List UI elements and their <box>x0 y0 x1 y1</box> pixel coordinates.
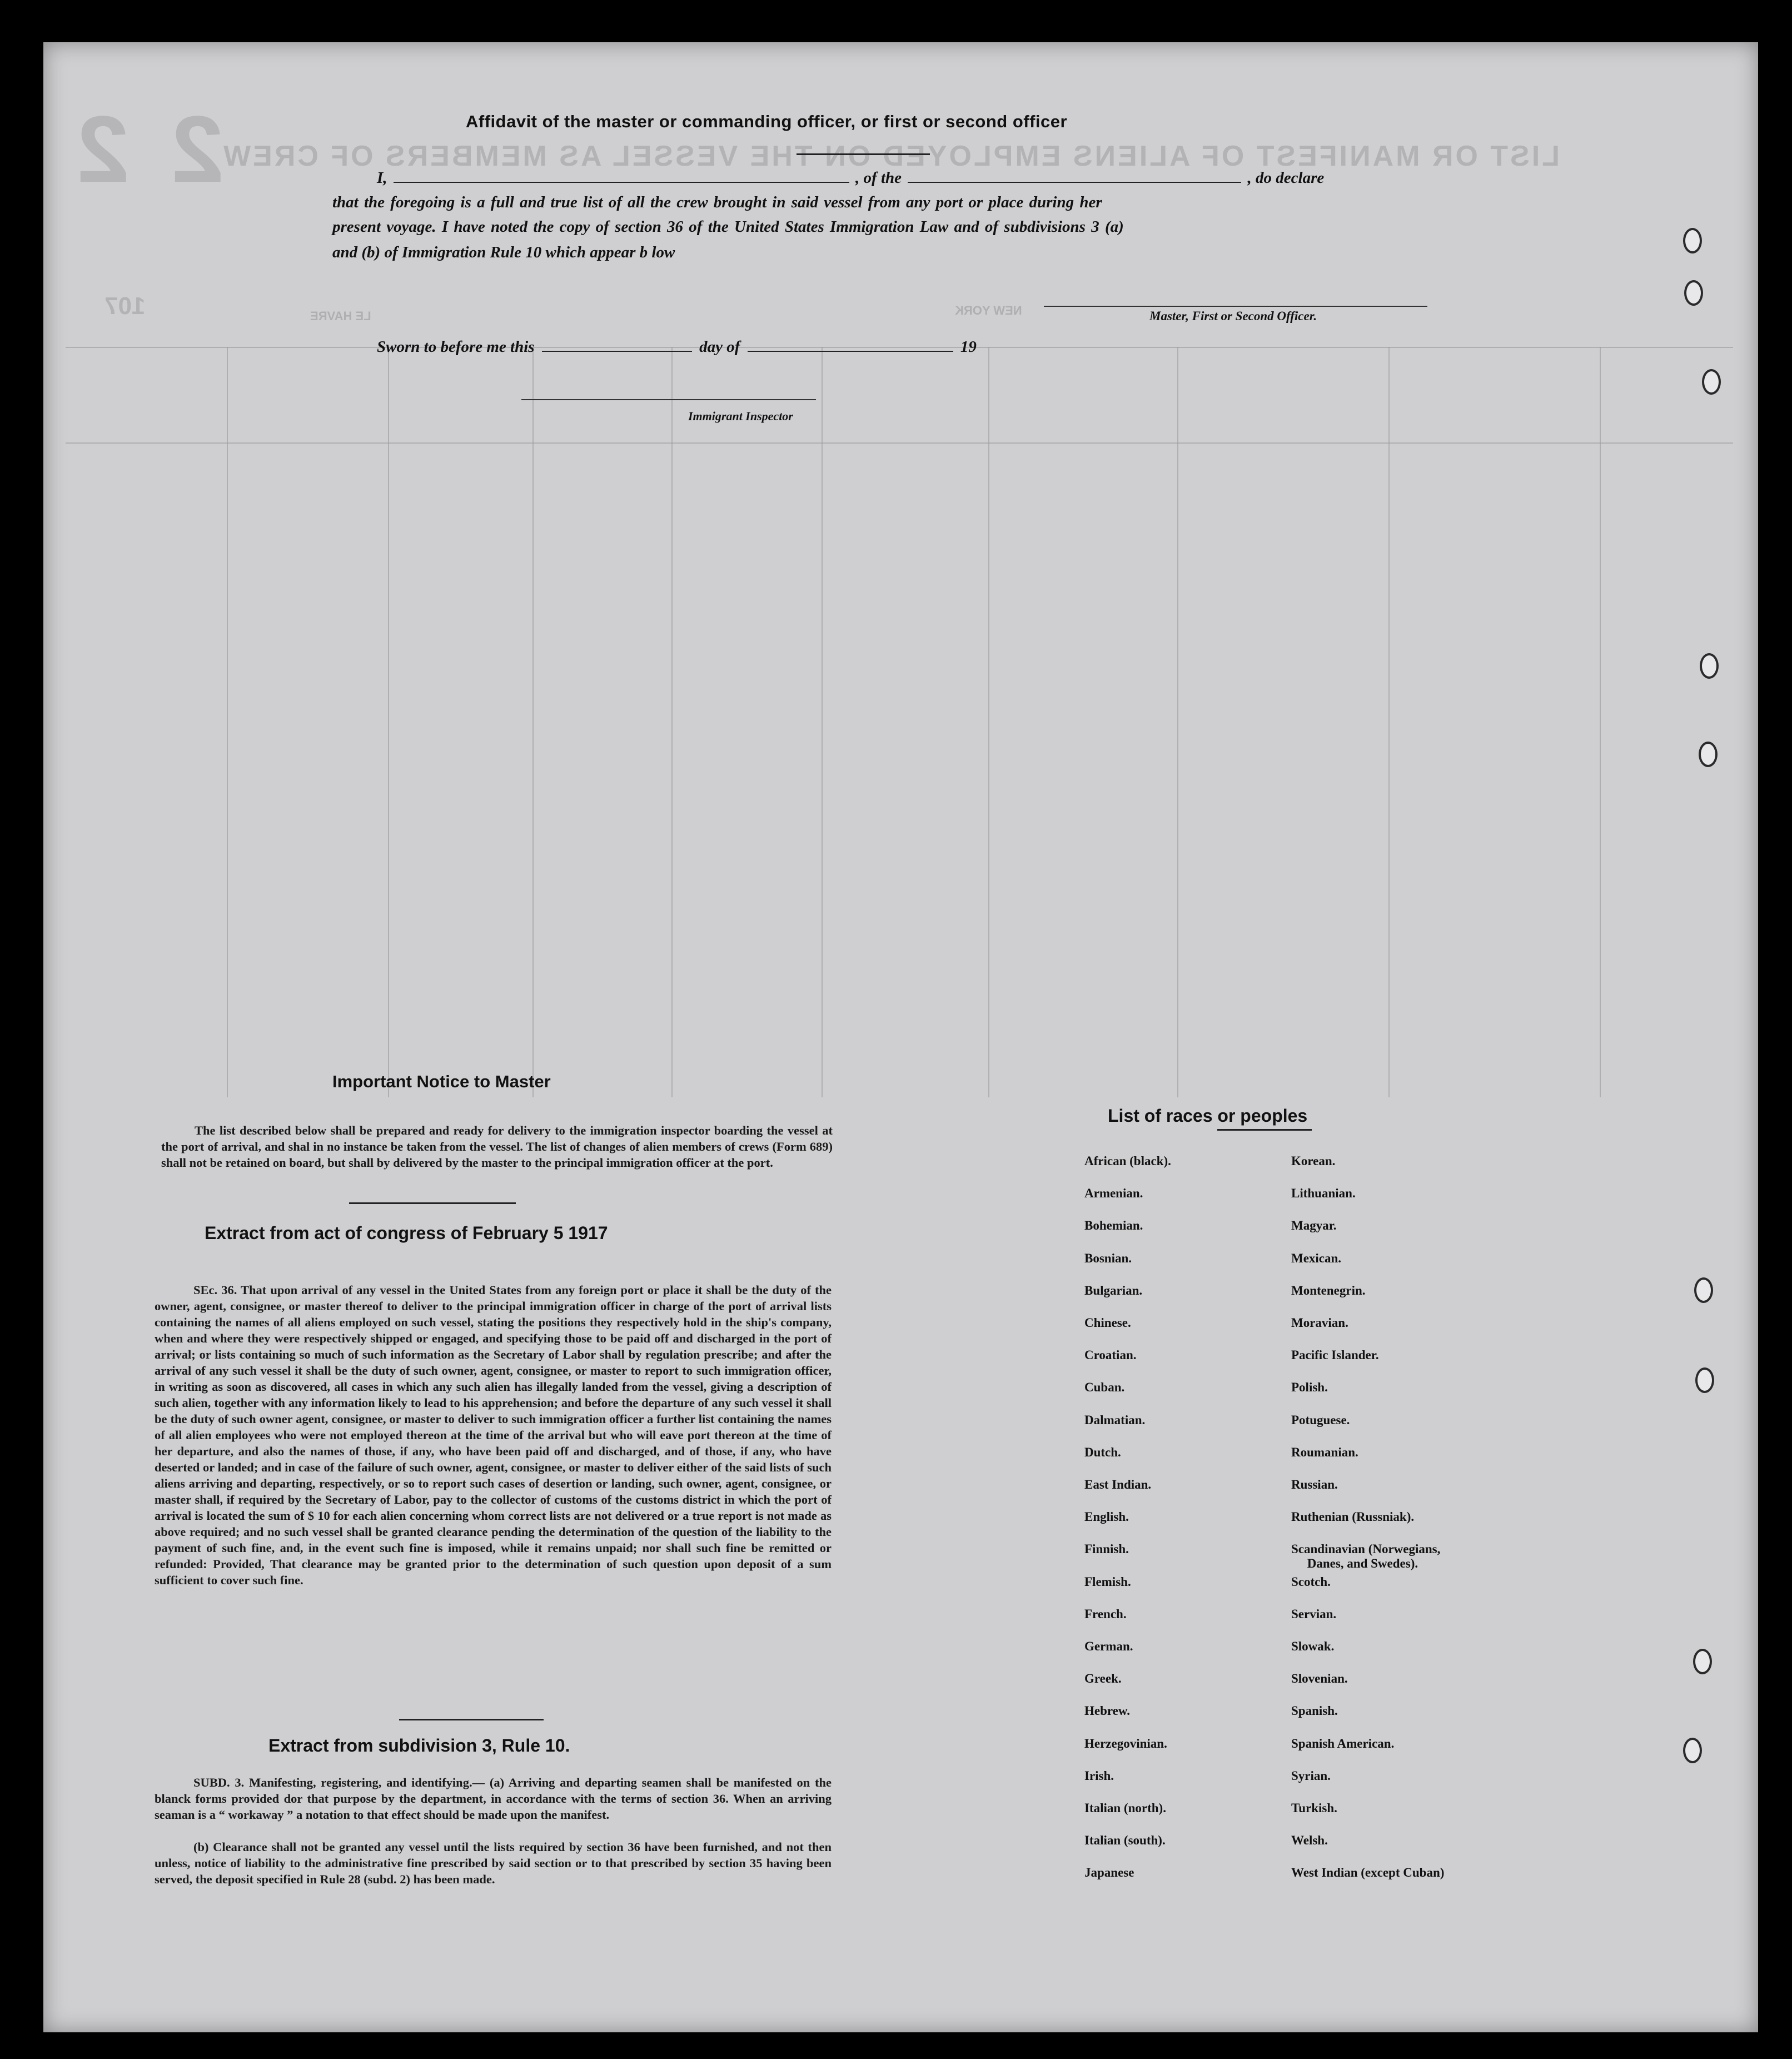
race-item: Mexican. <box>1291 1251 1342 1265</box>
manifest-page <box>43 42 1758 2032</box>
race-item: Irish. <box>1084 1768 1114 1783</box>
race-item: Turkish. <box>1291 1801 1337 1815</box>
race-item: Bulgarian. <box>1084 1283 1143 1297</box>
binder-hole <box>1699 742 1718 767</box>
race-item: Syrian. <box>1291 1768 1331 1783</box>
race-item: Dalmatian. <box>1084 1413 1146 1427</box>
race-item: East Indian. <box>1084 1478 1152 1491</box>
affidavit-title-rule <box>797 153 930 155</box>
race-item: Montenegrin. <box>1291 1283 1366 1297</box>
ghost-grid-line <box>227 347 228 1097</box>
sworn-day-blank <box>542 351 692 352</box>
extract-act-rule <box>399 1719 544 1720</box>
ghost-grid-line <box>532 347 534 1097</box>
affidavit-of-the: , of the <box>855 169 902 187</box>
race-item: Italian (south). <box>1084 1833 1166 1848</box>
sworn-line <box>377 338 977 356</box>
race-item: African (black). <box>1084 1154 1171 1168</box>
race-item: Pacific Islander. <box>1291 1348 1379 1362</box>
binder-hole <box>1683 228 1702 253</box>
notice-rule <box>349 1202 516 1204</box>
binder-hole <box>1684 280 1703 306</box>
race-item: West Indian (except Cuban) <box>1291 1866 1445 1880</box>
bleed-through-port-1: NEW YORK <box>955 304 1022 317</box>
binder-hole <box>1693 1649 1712 1674</box>
affidavit-line-1 <box>377 169 1427 187</box>
inspector-label: Immigrant Inspector <box>688 409 793 423</box>
affidavit-declare: , do declare <box>1247 169 1325 187</box>
ghost-grid-line <box>1177 347 1178 1097</box>
race-item: Magyar. <box>1291 1219 1337 1233</box>
bleed-through-port-2: LE HAVRE <box>310 309 371 323</box>
vessel-blank <box>908 182 1241 183</box>
bleed-through-page-number-2: 2 <box>171 97 224 202</box>
master-signature-line <box>1044 306 1427 307</box>
extract-act-text: SEc. 36. That upon arrival of any vessel in the United States from any foreign port or place it shall be the duty of the owner, agent, consignee, or master thereof to deliver to the principal immigration officer in charge of the port of arrival lists containing the names of all aliens employed on such vessel, stating the positions they respectively hold in the ship's company, when and where they were respectively shipped or engaged, and specifying those to be paid off and discharged in the port of arrival; or lists containing so much of such information as the Secretary of Labor shall by regulation prescribe; and after the arrival of any such vessel it shall be the duty of such owner, agent, consignee, or master to report to such immigration officer, in writing as soon as discovered, all cases in which any such alien has illegally landed from the vessel, giving a description of such alien, together with any information likely to lead to his apprehension; and before the departure of any such vessel it shall be the duty of such owner agent, consignee, or master to deliver to such immigration officer a further list containing the names of all alien employees who were not employed thereon at the time of the arrival but who will eave port thereon at the time of her departure, and also the names of those, if any, who have been paid off and discharged, and of those, if any, who have deserted or landed; and in case of the failure of such owner, agent, consignee, or master to deliver either of the said lists of such aliens arriving and departing, respectively, or so to report such cases of desertion or landing, such owner, agent, consignee, or master shall, if required by the Secretary of Labor, pay to the collector of customs of the customs district in which the port of arrival is located the sum of $ 10 for each alien concerning whom correct lists are not delivered or a true report is not made as above required; and no such vessel shall be granted clearance pending the determination of the question of the liability to the payment of such fine, and, in the event such fine is imposed, while it remains unpaid; nor shall such fine be remitted or refunded: Provided, That clearance may be granted prior to the determination of such question upon deposit of a sum sufficient to cover such fine. <box>155 1283 832 1587</box>
ghost-grid-line <box>66 442 1733 444</box>
binder-hole <box>1694 1277 1713 1303</box>
binder-hole <box>1700 653 1719 679</box>
ghost-grid-line <box>822 347 823 1097</box>
binder-hole <box>1683 1738 1702 1763</box>
race-item: Cuban. <box>1084 1380 1125 1395</box>
race-item: Hebrew. <box>1084 1704 1130 1718</box>
race-item: Lithuanian. <box>1291 1186 1356 1201</box>
extract-rule-para-a: SUBD. 3. Manifesting, registering, and identifying.— (a) Arriving and departing seamen shall be manifested on the blanck forms provided dor that purpose by the department, in accordance with the terms of section 36. When an arriving seaman is a “ workaway ” a notation to that effect should be made upon the manifest. <box>155 1775 832 1822</box>
race-item: Greek. <box>1084 1672 1122 1686</box>
bleed-through-page-number: 2 <box>77 97 130 202</box>
affidavit-line-3: present voyage. I have noted the copy of section 36 of the United States Immigration Law and of subdivisions 3 (a) <box>332 218 1124 236</box>
race-item: Russian. <box>1291 1478 1338 1491</box>
race-item: Herzegovinian. <box>1084 1736 1167 1750</box>
race-item: French. <box>1084 1607 1127 1621</box>
affidavit-line-2: that the foregoing is a full and true list of all the crew brought in said vessel from any port or place during her <box>332 193 1102 211</box>
race-item: Welsh. <box>1291 1833 1328 1848</box>
race-item: Croatian. <box>1084 1348 1137 1362</box>
race-item: Armenian. <box>1084 1186 1143 1201</box>
affidavit-line-4: and (b) of Immigration Rule 10 which appear b low <box>332 243 675 261</box>
sworn-text: Sworn to before me this <box>377 338 535 356</box>
race-item: Dutch. <box>1084 1445 1121 1459</box>
races-title: List of races or peoples <box>1108 1106 1308 1126</box>
race-item: Spanish American. <box>1291 1736 1395 1750</box>
race-item: Chinese. <box>1084 1316 1131 1330</box>
race-item: German. <box>1084 1639 1133 1653</box>
extract-act-title: Extract from act of congress of February 5 1917 <box>205 1223 608 1243</box>
race-item: Servian. <box>1291 1607 1337 1621</box>
race-item: Moravian. <box>1291 1316 1348 1330</box>
bleed-through-header: LIST OR MANIFEST OF ALIENS EMPLOYED ON THE VESSEL AS MEMBERS OF CREW <box>221 140 1560 172</box>
affidavit-i: I, <box>377 169 387 187</box>
race-item: Bosnian. <box>1084 1251 1132 1265</box>
race-item: Slowak. <box>1291 1639 1335 1653</box>
binder-hole <box>1695 1367 1714 1393</box>
notice-text: The list described below shall be prepared and ready for delivery to the immigration inspector boarding the vessel at the port of arrival, and shal in no instance be taken from the vessel. The list of changes of alien members of crews (Form 689) shall not be retained on board, but shall by delivered by the master to the principal immigration officer at the port. <box>161 1123 833 1170</box>
race-item: Japanese <box>1084 1866 1134 1880</box>
notice-title: Important Notice to Master <box>332 1072 551 1091</box>
affidavit-title: Affidavit of the master or commanding officer, or first or second officer <box>466 112 1068 131</box>
race-item: Spanish. <box>1291 1704 1338 1718</box>
race-item: Roumanian. <box>1291 1445 1358 1459</box>
race-item: Polish. <box>1291 1380 1328 1395</box>
race-item: English. <box>1084 1510 1129 1524</box>
races-title-underline <box>1217 1129 1312 1131</box>
race-item: Finnish. <box>1084 1542 1129 1556</box>
race-item: Slovenian. <box>1291 1672 1348 1686</box>
ghost-grid-line <box>1388 347 1390 1097</box>
race-item: Korean. <box>1291 1154 1336 1168</box>
master-label: Master, First or Second Officer. <box>1149 309 1317 323</box>
sworn-month-blank <box>748 351 953 352</box>
race-item: Potuguese. <box>1291 1413 1350 1427</box>
bleed-through-sheet-number: 107 <box>104 292 146 320</box>
race-item: Bohemian. <box>1084 1219 1143 1233</box>
name-blank <box>394 182 849 183</box>
race-item: Italian (north). <box>1084 1801 1166 1815</box>
ghost-grid-line <box>988 347 989 1097</box>
race-item: Scandinavian (Norwegians, Danes, and Swedes). <box>1291 1542 1441 1571</box>
extract-rule-para-b: (b) Clearance shall not be granted any vessel until the lists required by section 36 have been furnished, and not then unless, notice of liability to the administrative fine prescribed by said section or to that prescribed by section 35 having been served, the deposit specified in Rule 28 (subd. 2) has been made. <box>155 1840 832 1886</box>
race-item: Ruthenian (Russniak). <box>1291 1510 1415 1524</box>
ghost-grid-line <box>1600 347 1601 1097</box>
binder-hole <box>1702 369 1721 395</box>
race-item: Scotch. <box>1291 1574 1331 1589</box>
ghost-grid-line <box>388 347 389 1097</box>
year-prefix: 19 <box>960 338 977 356</box>
inspector-signature-line <box>521 399 816 400</box>
race-item: Flemish. <box>1084 1574 1131 1589</box>
extract-rule-title: Extract from subdivision 3, Rule 10. <box>268 1735 570 1755</box>
ghost-grid-line <box>671 347 673 1097</box>
day-of-text: day of <box>699 338 740 356</box>
